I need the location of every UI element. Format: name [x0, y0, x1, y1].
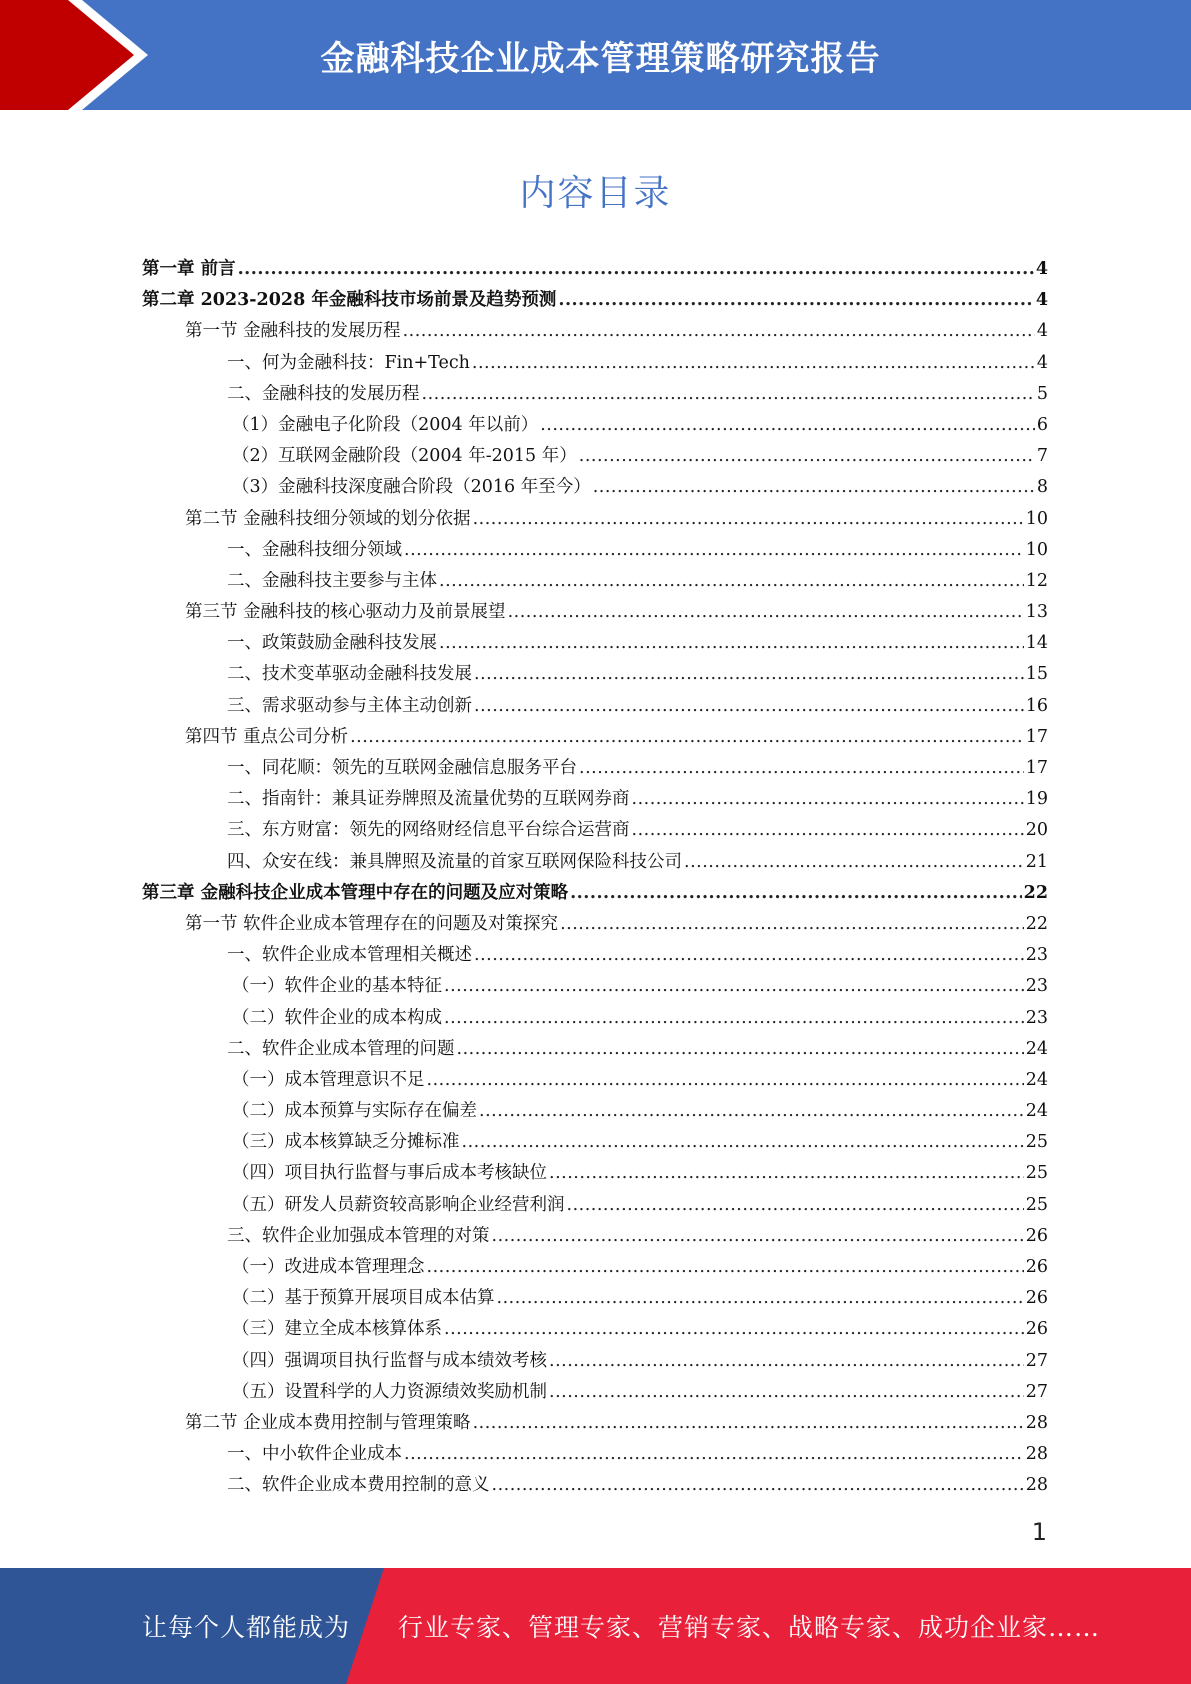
toc-leader-dots [473, 1408, 1024, 1439]
toc-leader-dots [238, 254, 1034, 285]
toc-entry[interactable] [142, 722, 1048, 753]
toc-entry[interactable] [142, 410, 1048, 441]
toc-entry-title: （二）基于预算开展项目成本估算 [232, 1288, 495, 1309]
toc-entry-title: （一）软件企业的基本特征 [232, 976, 442, 997]
toc-entry[interactable] [142, 1470, 1048, 1501]
toc-entry-title: （五）研发人员薪资较高影响企业经营利润 [232, 1194, 565, 1215]
toc-leader-dots [462, 1127, 1024, 1158]
toc-entry[interactable] [142, 1283, 1048, 1314]
toc-entry-title: 第三节 金融科技的核心驱动力及前景展望 [185, 602, 506, 623]
toc-leader-dots [567, 1190, 1024, 1221]
toc-entry-title: （五）设置科学的人力资源绩效奖励机制 [232, 1381, 547, 1402]
toc-leader-dots [444, 1314, 1024, 1345]
toc-entry-title: 四、众安在线：兼具牌照及流量的首家互联网保险科技公司 [227, 851, 682, 872]
toc-entry[interactable] [142, 691, 1048, 722]
toc-entry-page: 4 [1035, 259, 1048, 279]
toc-leader-dots [540, 410, 1035, 441]
toc-entry[interactable] [142, 1346, 1048, 1377]
toc-entry-page: 23 [1025, 1007, 1048, 1028]
toc-leader-dots [684, 847, 1024, 878]
toc-entry-title: 第二节 金融科技细分领域的划分依据 [185, 508, 471, 529]
toc-entry[interactable] [142, 628, 1048, 659]
toc-entry-title: 第四节 重点公司分析 [185, 726, 349, 747]
toc-entry[interactable] [142, 472, 1048, 503]
toc-entry[interactable] [142, 348, 1048, 379]
toc-leader-dots [427, 1065, 1024, 1096]
toc-entry[interactable] [142, 1158, 1048, 1189]
toc-entry[interactable] [142, 316, 1048, 347]
toc-entry-page: 24 [1025, 1038, 1048, 1059]
toc-entry-page: 27 [1025, 1381, 1048, 1402]
report-title: 金融科技企业成本管理策略研究报告 [320, 38, 881, 79]
toc-leader-dots [549, 1158, 1024, 1189]
toc-entry-page: 28 [1025, 1444, 1048, 1465]
toc-entry[interactable] [142, 1003, 1048, 1034]
toc-entry-title: （四）项目执行监督与事后成本考核缺位 [232, 1163, 547, 1184]
toc-leader-dots [444, 971, 1024, 1002]
toc-entry-title: 三、软件企业加强成本管理的对策 [227, 1225, 490, 1246]
toc-leader-dots [473, 504, 1024, 535]
toc-entry-page: 20 [1025, 820, 1048, 841]
toc-entry-title: （一）改进成本管理理念 [232, 1257, 425, 1277]
toc-entry-title: 三、东方财富：领先的网络财经信息平台综合运营商 [227, 820, 630, 841]
toc-entry-title: 二、金融科技的发展历程 [227, 383, 420, 404]
toc-entry-page: 10 [1025, 539, 1048, 560]
toc-entry[interactable] [142, 1127, 1048, 1158]
toc-entry-page: 8 [1036, 477, 1048, 498]
toc-entry-title: 第一节 软件企业成本管理存在的问题及对策探究 [185, 913, 559, 934]
toc-entry-title: 一、政策鼓励金融科技发展 [227, 633, 437, 654]
toc-entry-page: 17 [1025, 758, 1048, 778]
toc-entry-title: （三）成本核算缺乏分摊标准 [232, 1132, 460, 1153]
toc-leader-dots [508, 597, 1024, 628]
toc-entry[interactable] [142, 254, 1048, 285]
toc-entry-title: 第一节 金融科技的发展历程 [185, 321, 401, 342]
toc-entry-page: 21 [1025, 851, 1048, 872]
toc-leader-dots [444, 1003, 1024, 1034]
toc-entry[interactable] [142, 441, 1048, 472]
toc-leader-dots [474, 940, 1024, 971]
toc-entry-title: 二、技术变革驱动金融科技发展 [227, 664, 472, 685]
toc-entry[interactable] [142, 597, 1048, 628]
toc-leader-dots [632, 784, 1024, 815]
toc-entry[interactable] [142, 566, 1048, 597]
toc-entry[interactable] [142, 909, 1048, 940]
toc-entry[interactable] [142, 940, 1048, 971]
toc-entry-page: 28 [1025, 1412, 1048, 1433]
toc-entry[interactable] [142, 535, 1048, 566]
toc-entry-page: 24 [1025, 1069, 1048, 1090]
toc-leader-dots [422, 379, 1035, 410]
toc-entry-page: 7 [1036, 446, 1048, 467]
toc-leader-dots [632, 815, 1024, 846]
toc-entry-title: （一）成本管理意识不足 [232, 1069, 425, 1090]
toc-entry[interactable] [142, 753, 1048, 784]
toc-entry-page: 24 [1025, 1101, 1048, 1122]
toc-entry-title: 二、软件企业成本费用控制的意义 [227, 1475, 490, 1496]
toc-entry[interactable] [142, 1377, 1048, 1408]
toc-entry[interactable] [142, 1252, 1048, 1283]
toc-entry-title: 一、金融科技细分领域 [227, 539, 402, 560]
toc-entry-title: 一、中小软件企业成本 [227, 1444, 402, 1465]
toc-leader-dots [479, 1096, 1024, 1127]
toc-leader-dots [403, 316, 1035, 347]
toc-leader-dots [439, 566, 1024, 597]
toc-entry-page: 22 [1025, 913, 1048, 934]
footer-slogan-right: 行业专家、管理专家、营销专家、战略专家、成功企业家…… [398, 1613, 1101, 1642]
toc-leader-dots [570, 878, 1022, 909]
toc-entry-title: （三）建立全成本核算体系 [232, 1319, 442, 1340]
toc-entry-title: （2）互联网金融阶段（2004 年-2015 年） [232, 446, 577, 467]
toc-entry-title: （1）金融电子化阶段（2004 年以前） [232, 414, 539, 435]
toc-leader-dots [474, 659, 1024, 690]
footer-banner [0, 1568, 1191, 1684]
toc-entry[interactable] [142, 285, 1048, 316]
toc-entry[interactable] [142, 1065, 1048, 1096]
toc-entry-title: 三、需求驱动参与主体主动创新 [227, 695, 472, 716]
toc-entry-page: 4 [1036, 321, 1048, 342]
toc-entry-title: 二、指南针：兼具证券牌照及流量优势的互联网券商 [227, 789, 630, 810]
toc-entry-page: 27 [1025, 1350, 1048, 1371]
toc-heading: 内容目录 [519, 173, 672, 214]
toc-entry-page: 26 [1025, 1288, 1048, 1309]
toc-entry[interactable] [142, 1408, 1048, 1439]
toc-entry-title: （四）强调项目执行监督与成本绩效考核 [232, 1350, 547, 1371]
toc-leader-dots [472, 348, 1035, 379]
toc-entry[interactable] [142, 1190, 1048, 1221]
toc-leader-dots [579, 441, 1035, 472]
toc-entry-title: 一、同花顺：领先的互联网金融信息服务平台 [227, 758, 577, 778]
toc-entry-page: 16 [1025, 695, 1048, 716]
toc-entry-page: 28 [1025, 1475, 1048, 1496]
toc-entry[interactable] [142, 1221, 1048, 1252]
toc-entry[interactable] [142, 504, 1048, 535]
toc-entry-page: 13 [1025, 602, 1048, 623]
toc-entry-title: （3）金融科技深度融合阶段（2016 年至今） [232, 477, 591, 498]
toc-entry-page: 15 [1025, 664, 1048, 685]
toc-entry-page: 19 [1025, 789, 1048, 810]
toc-leader-dots [439, 628, 1024, 659]
toc-entry-title: 第二章 2023-2028 年金融科技市场前景及趋势预测 [142, 290, 557, 311]
toc-entry-page: 26 [1025, 1225, 1048, 1246]
toc-leader-dots [579, 753, 1024, 784]
toc-entry-title: 第二节 企业成本费用控制与管理策略 [185, 1412, 471, 1433]
toc-leader-dots [560, 909, 1024, 940]
toc-entry[interactable] [142, 815, 1048, 846]
toc-entry-page: 25 [1025, 1163, 1048, 1184]
toc-leader-dots [497, 1283, 1024, 1314]
toc-entry-page: 23 [1025, 945, 1048, 966]
toc-entry-title: 第一章 前言 [142, 259, 236, 279]
toc-entry-title: 一、何为金融科技：Fin+Tech [227, 352, 470, 373]
toc-entry-title: （二）软件企业的成本构成 [232, 1007, 442, 1028]
toc-entry-page: 17 [1025, 726, 1048, 747]
toc-entry-page: 10 [1025, 508, 1048, 529]
toc-entry[interactable] [142, 1034, 1048, 1065]
toc-entry-page: 6 [1036, 414, 1048, 435]
toc-entry-page: 5 [1036, 383, 1048, 404]
toc-entry-page: 25 [1025, 1132, 1048, 1153]
toc-entry[interactable] [142, 971, 1048, 1002]
toc-entry-title: （二）成本预算与实际存在偏差 [232, 1101, 477, 1122]
toc-leader-dots [474, 691, 1024, 722]
toc-entry-page: 25 [1025, 1194, 1048, 1215]
toc-entry-title: 二、软件企业成本管理的问题 [227, 1038, 455, 1059]
toc-entry-page: 14 [1025, 633, 1048, 654]
toc-entry-page: 4 [1036, 352, 1048, 373]
toc-entry-page: 22 [1023, 882, 1048, 903]
toc-leader-dots [558, 285, 1033, 316]
toc-entry-title: 一、软件企业成本管理相关概述 [227, 945, 472, 966]
toc-leader-dots [549, 1346, 1024, 1377]
toc-entry-page: 26 [1025, 1257, 1048, 1277]
toc-leader-dots [457, 1034, 1024, 1065]
toc-leader-dots [593, 472, 1035, 503]
toc-entry[interactable] [142, 1439, 1048, 1470]
toc-leader-dots [404, 535, 1024, 566]
toc-leader-dots [404, 1439, 1024, 1470]
toc-entry-page: 12 [1025, 570, 1048, 591]
toc-entry[interactable] [142, 379, 1048, 410]
toc-entry[interactable] [142, 659, 1048, 690]
toc-entry[interactable] [142, 784, 1048, 815]
toc-entry[interactable] [142, 1314, 1048, 1345]
toc-entry[interactable] [142, 1096, 1048, 1127]
toc-leader-dots [549, 1377, 1024, 1408]
toc-leader-dots [350, 722, 1024, 753]
footer-slogan-left: 让每个人都能成为 [142, 1613, 351, 1642]
toc-entry[interactable] [142, 847, 1048, 878]
toc-entry-page: 4 [1035, 290, 1048, 311]
toc-leader-dots [427, 1252, 1024, 1283]
table-of-contents [142, 254, 1048, 1502]
toc-entry-title: 二、金融科技主要参与主体 [227, 570, 437, 591]
toc-entry-page: 23 [1025, 976, 1048, 997]
toc-entry-title: 第三章 金融科技企业成本管理中存在的问题及应对策略 [142, 882, 569, 903]
page-number: 1 [1031, 1518, 1047, 1546]
toc-leader-dots [492, 1221, 1024, 1252]
header-banner [0, 0, 1191, 110]
toc-entry[interactable] [142, 878, 1048, 909]
toc-leader-dots [492, 1470, 1024, 1501]
toc-entry-page: 26 [1025, 1319, 1048, 1340]
